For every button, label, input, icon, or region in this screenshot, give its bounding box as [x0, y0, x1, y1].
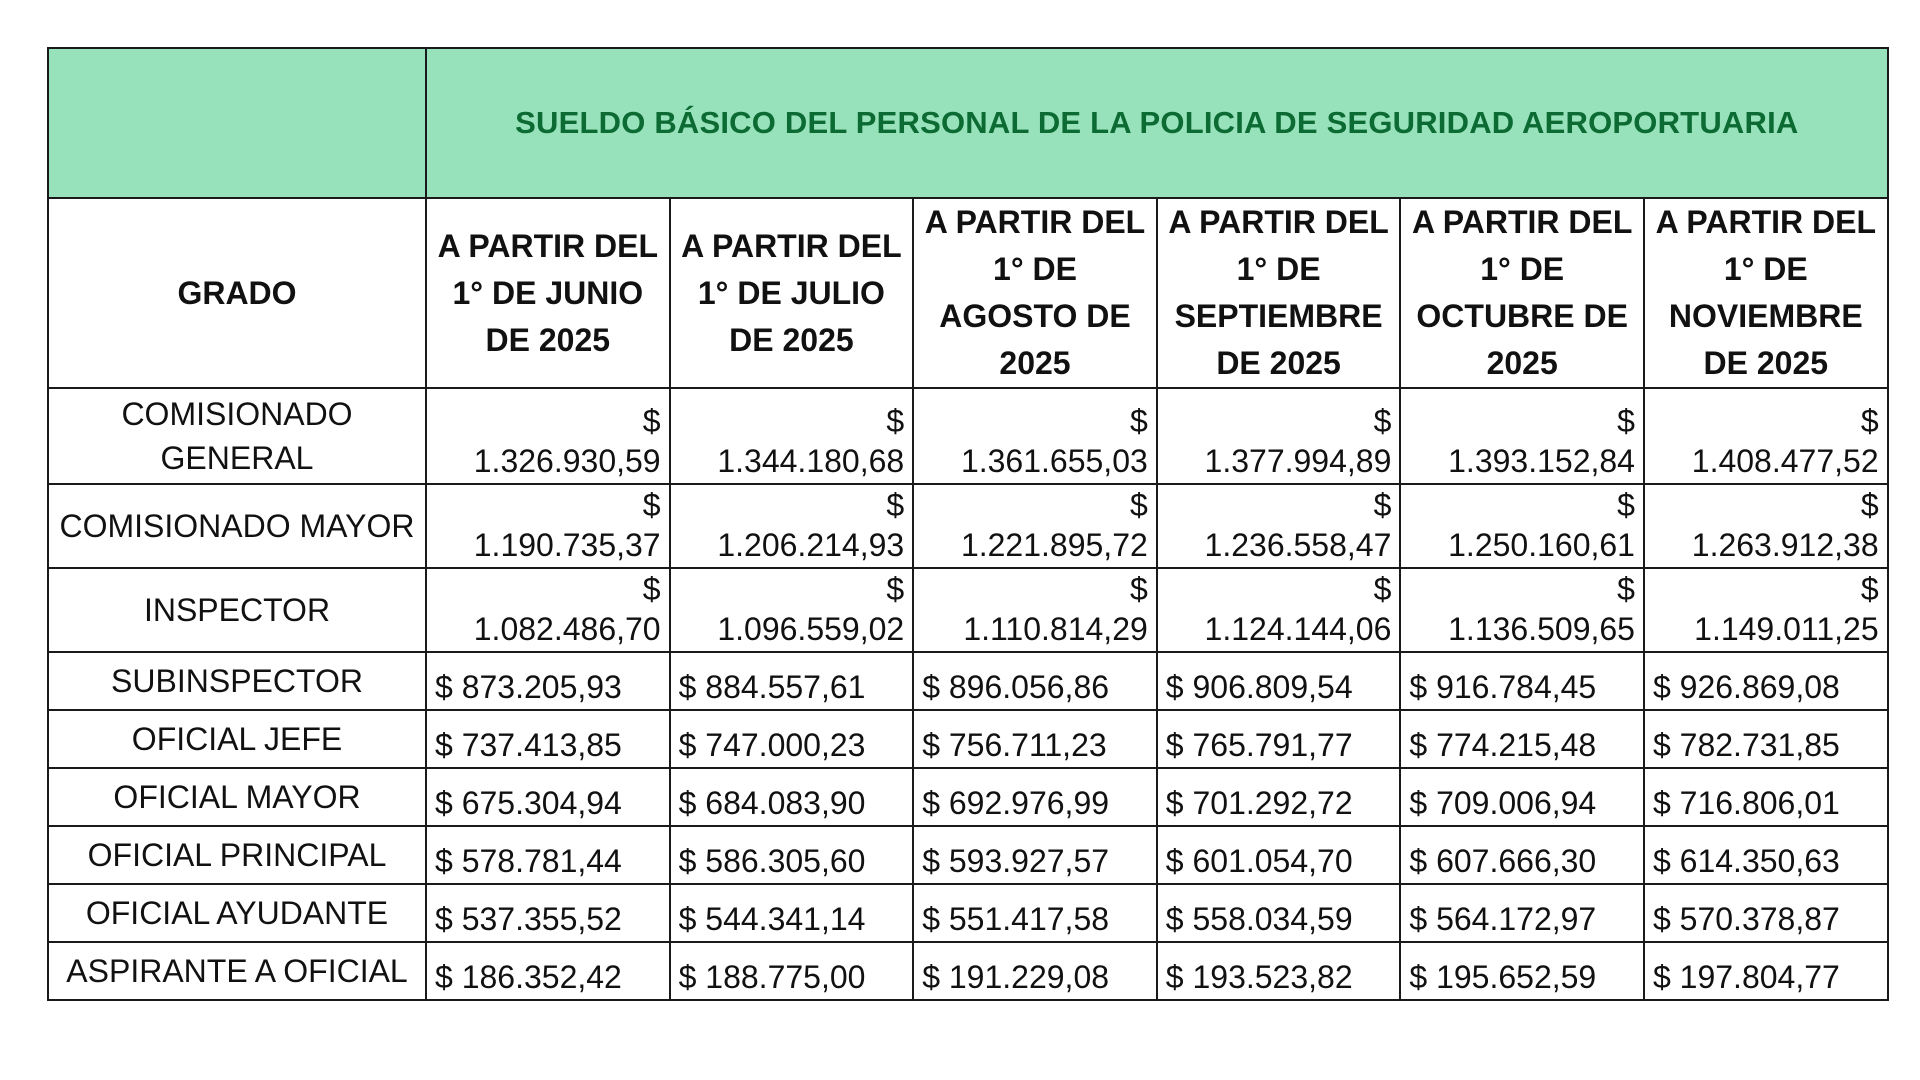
header-row	[48, 198, 1888, 388]
salary-value-cell	[1157, 768, 1401, 826]
currency-symbol: $	[1165, 669, 1184, 705]
salary-value-cell	[426, 826, 670, 884]
currency-symbol: $	[886, 571, 905, 607]
grade-cell: OFICIAL MAYOR	[48, 768, 426, 826]
table-row	[48, 568, 1888, 652]
salary-amount: 188.775,00	[705, 959, 866, 995]
salary-amount: 873.205,93	[461, 669, 622, 705]
currency-symbol: $	[1652, 901, 1671, 937]
currency-symbol: $	[1165, 901, 1184, 937]
salary-value-cell	[1157, 388, 1401, 484]
salary-value-cell	[426, 388, 670, 484]
salary-value-cell	[1400, 388, 1644, 484]
salary-value-cell	[913, 388, 1157, 484]
salary-amount: 1.393.152,84	[1448, 443, 1635, 479]
salary-value-cell	[913, 884, 1157, 942]
currency-symbol: $	[1409, 669, 1428, 705]
currency-symbol: $	[678, 843, 697, 879]
salary-value-cell	[426, 768, 670, 826]
currency-symbol: $	[678, 959, 697, 995]
salary-value-cell	[670, 826, 914, 884]
salary-value-cell	[913, 710, 1157, 768]
column-header-agosto: A PARTIR DEL 1° DE AGOSTO DE 2025	[913, 198, 1157, 388]
salary-value-cell	[1644, 942, 1888, 1000]
grade-cell: OFICIAL PRINCIPAL	[48, 826, 426, 884]
salary-amount: 756.711,23	[948, 727, 1107, 763]
salary-value-cell	[1644, 884, 1888, 942]
currency-symbol: $	[1129, 403, 1148, 439]
salary-value-cell	[913, 652, 1157, 710]
currency-symbol: $	[886, 403, 905, 439]
currency-symbol: $	[922, 959, 940, 995]
currency-symbol: $	[922, 785, 940, 821]
salary-amount: 191.229,08	[948, 959, 1110, 995]
salary-value-cell	[670, 884, 914, 942]
salary-amount: 186.352,42	[461, 959, 622, 995]
column-header-octubre: A PARTIR DEL 1° DE OCTUBRE DE 2025	[1400, 198, 1644, 388]
currency-symbol: $	[642, 487, 661, 523]
currency-symbol: $	[922, 669, 940, 705]
salary-amount: 1.082.486,70	[473, 611, 661, 647]
salary-amount: 737.413,85	[461, 727, 622, 763]
currency-symbol: $	[1373, 487, 1392, 523]
salary-value-cell	[426, 568, 670, 652]
salary-value-cell	[913, 484, 1157, 568]
salary-value-cell	[670, 388, 914, 484]
salary-amount: 537.355,52	[461, 901, 622, 937]
currency-symbol: $	[435, 843, 453, 879]
grade-cell: OFICIAL AYUDANTE	[48, 884, 426, 942]
currency-symbol: $	[435, 669, 453, 705]
table-row	[48, 484, 1888, 568]
salary-amount: 906.809,54	[1192, 669, 1353, 705]
table-body	[48, 388, 1888, 1000]
currency-symbol: $	[1409, 959, 1428, 995]
salary-value-cell	[1400, 826, 1644, 884]
salary-amount: 1.326.930,59	[473, 443, 661, 479]
salary-value-cell	[426, 652, 670, 710]
salary-value-cell	[1157, 484, 1401, 568]
salary-amount: 1.110.814,29	[963, 611, 1148, 647]
salary-amount: 601.054,70	[1192, 843, 1353, 879]
salary-value-cell	[1644, 484, 1888, 568]
currency-symbol: $	[922, 843, 940, 879]
currency-symbol: $	[435, 901, 453, 937]
salary-amount: 544.341,14	[705, 901, 866, 937]
salary-amount: 896.056,86	[948, 669, 1110, 705]
currency-symbol: $	[435, 785, 453, 821]
salary-value-cell	[913, 768, 1157, 826]
salary-amount: 782.731,85	[1679, 727, 1840, 763]
salary-value-cell	[1400, 484, 1644, 568]
currency-symbol: $	[1373, 403, 1392, 439]
grade-cell: COMISIONADO MAYOR	[48, 484, 426, 568]
salary-amount: 593.927,57	[948, 843, 1110, 879]
title-corner-cell	[48, 48, 426, 198]
currency-symbol: $	[922, 901, 940, 937]
grade-column-header: GRADO	[48, 198, 426, 388]
table-row	[48, 388, 1888, 484]
salary-amount: 1.190.735,37	[473, 527, 661, 563]
salary-value-cell	[1157, 710, 1401, 768]
salary-value-cell	[913, 826, 1157, 884]
salary-amount: 926.869,08	[1679, 669, 1840, 705]
table-row	[48, 710, 1888, 768]
currency-symbol: $	[1860, 403, 1879, 439]
currency-symbol: $	[1652, 669, 1671, 705]
salary-amount: 884.557,61	[705, 669, 866, 705]
currency-symbol: $	[1165, 727, 1184, 763]
salary-value-cell	[426, 710, 670, 768]
salary-amount: 684.083,90	[705, 785, 866, 821]
currency-symbol: $	[1373, 571, 1392, 607]
salary-amount: 586.305,60	[705, 843, 866, 879]
salary-value-cell	[1400, 884, 1644, 942]
salary-amount: 1.136.509,65	[1448, 611, 1635, 647]
salary-value-cell	[1157, 884, 1401, 942]
salary-amount: 765.791,77	[1192, 727, 1353, 763]
table-row	[48, 942, 1888, 1000]
grade-cell: INSPECTOR	[48, 568, 426, 652]
salary-amount: 1.124.144,06	[1204, 611, 1392, 647]
salary-value-cell	[913, 568, 1157, 652]
salary-amount: 1.149.011,25	[1694, 611, 1879, 647]
salary-value-cell	[670, 710, 914, 768]
salary-amount: 1.221.895,72	[960, 527, 1148, 563]
currency-symbol: $	[1860, 487, 1879, 523]
salary-value-cell	[913, 942, 1157, 1000]
currency-symbol: $	[1409, 785, 1428, 821]
salary-table	[47, 47, 1889, 1001]
salary-amount: 197.804,77	[1679, 959, 1840, 995]
salary-value-cell	[1400, 710, 1644, 768]
salary-value-cell	[1400, 942, 1644, 1000]
currency-symbol: $	[642, 403, 661, 439]
column-header-noviembre: A PARTIR DEL 1° DE NOVIEMBRE DE 2025	[1644, 198, 1888, 388]
salary-amount: 578.781,44	[461, 843, 622, 879]
table-row	[48, 826, 1888, 884]
salary-value-cell	[1644, 768, 1888, 826]
grade-cell: ASPIRANTE A OFICIAL	[48, 942, 426, 1000]
salary-amount: 1.408.477,52	[1691, 443, 1879, 479]
currency-symbol: $	[1129, 571, 1148, 607]
currency-symbol: $	[678, 727, 697, 763]
grade-cell: COMISIONADO GENERAL	[48, 388, 426, 484]
salary-value-cell	[670, 768, 914, 826]
currency-symbol: $	[1617, 487, 1635, 523]
salary-amount: 1.344.180,68	[717, 443, 905, 479]
salary-value-cell	[1400, 768, 1644, 826]
salary-amount: 1.236.558,47	[1204, 527, 1392, 563]
salary-value-cell	[1157, 652, 1401, 710]
salary-amount: 1.096.559,02	[717, 611, 905, 647]
currency-symbol: $	[1860, 571, 1879, 607]
salary-value-cell	[1400, 652, 1644, 710]
salary-value-cell	[1644, 388, 1888, 484]
currency-symbol: $	[1129, 487, 1148, 523]
salary-value-cell	[1644, 568, 1888, 652]
salary-amount: 916.784,45	[1436, 669, 1597, 705]
salary-value-cell	[1157, 942, 1401, 1000]
salary-amount: 1.206.214,93	[717, 527, 905, 563]
salary-amount: 558.034,59	[1192, 901, 1353, 937]
column-header-julio: A PARTIR DEL 1° DE JULIO DE 2025	[670, 198, 914, 388]
currency-symbol: $	[678, 669, 697, 705]
grade-cell: OFICIAL JEFE	[48, 710, 426, 768]
currency-symbol: $	[1652, 727, 1671, 763]
salary-value-cell	[1157, 826, 1401, 884]
salary-amount: 564.172,97	[1436, 901, 1597, 937]
currency-symbol: $	[1652, 843, 1671, 879]
column-header-septiembre: A PARTIR DEL 1° DE SEPTIEMBRE DE 2025	[1157, 198, 1401, 388]
salary-amount: 774.215,48	[1436, 727, 1597, 763]
salary-amount: 195.652,59	[1436, 959, 1597, 995]
salary-value-cell	[1400, 568, 1644, 652]
salary-value-cell	[670, 568, 914, 652]
salary-amount: 551.417,58	[948, 901, 1110, 937]
currency-symbol: $	[1652, 785, 1671, 821]
currency-symbol: $	[1165, 785, 1184, 821]
table-row	[48, 884, 1888, 942]
currency-symbol: $	[1409, 901, 1428, 937]
salary-value-cell	[670, 942, 914, 1000]
salary-table-container	[47, 47, 1887, 1001]
salary-value-cell	[1644, 710, 1888, 768]
salary-amount: 716.806,01	[1679, 785, 1840, 821]
salary-value-cell	[1157, 568, 1401, 652]
currency-symbol: $	[678, 785, 697, 821]
salary-value-cell	[1644, 826, 1888, 884]
salary-amount: 570.378,87	[1679, 901, 1840, 937]
currency-symbol: $	[1652, 959, 1671, 995]
salary-value-cell	[426, 884, 670, 942]
salary-amount: 747.000,23	[705, 727, 866, 763]
column-header-junio: A PARTIR DEL 1° DE JUNIO DE 2025	[426, 198, 670, 388]
table-row	[48, 768, 1888, 826]
salary-value-cell	[426, 484, 670, 568]
salary-value-cell	[1644, 652, 1888, 710]
table-title: SUELDO BÁSICO DEL PERSONAL DE LA POLICIA DE SEGURIDAD AEROPORTUARIA	[426, 48, 1888, 198]
salary-amount: 1.263.912,38	[1691, 527, 1879, 563]
currency-symbol: $	[886, 487, 905, 523]
currency-symbol: $	[1617, 571, 1635, 607]
salary-amount: 614.350,63	[1679, 843, 1840, 879]
currency-symbol: $	[435, 959, 453, 995]
salary-amount: 675.304,94	[461, 785, 622, 821]
grade-cell: SUBINSPECTOR	[48, 652, 426, 710]
title-row	[48, 48, 1888, 198]
currency-symbol: $	[1165, 843, 1184, 879]
currency-symbol: $	[435, 727, 453, 763]
currency-symbol: $	[1165, 959, 1184, 995]
currency-symbol: $	[1409, 843, 1428, 879]
salary-value-cell	[426, 942, 670, 1000]
salary-amount: 607.666,30	[1436, 843, 1597, 879]
currency-symbol: $	[922, 727, 940, 763]
salary-amount: 1.250.160,61	[1448, 527, 1635, 563]
salary-amount: 193.523,82	[1192, 959, 1353, 995]
currency-symbol: $	[1617, 403, 1635, 439]
currency-symbol: $	[1409, 727, 1428, 763]
table-row	[48, 652, 1888, 710]
salary-amount: 701.292,72	[1192, 785, 1353, 821]
salary-value-cell	[670, 652, 914, 710]
currency-symbol: $	[678, 901, 697, 937]
currency-symbol: $	[642, 571, 661, 607]
salary-amount: 709.006,94	[1436, 785, 1597, 821]
salary-amount: 1.377.994,89	[1204, 443, 1392, 479]
salary-amount: 692.976,99	[948, 785, 1110, 821]
salary-value-cell	[670, 484, 914, 568]
salary-amount: 1.361.655,03	[960, 443, 1148, 479]
